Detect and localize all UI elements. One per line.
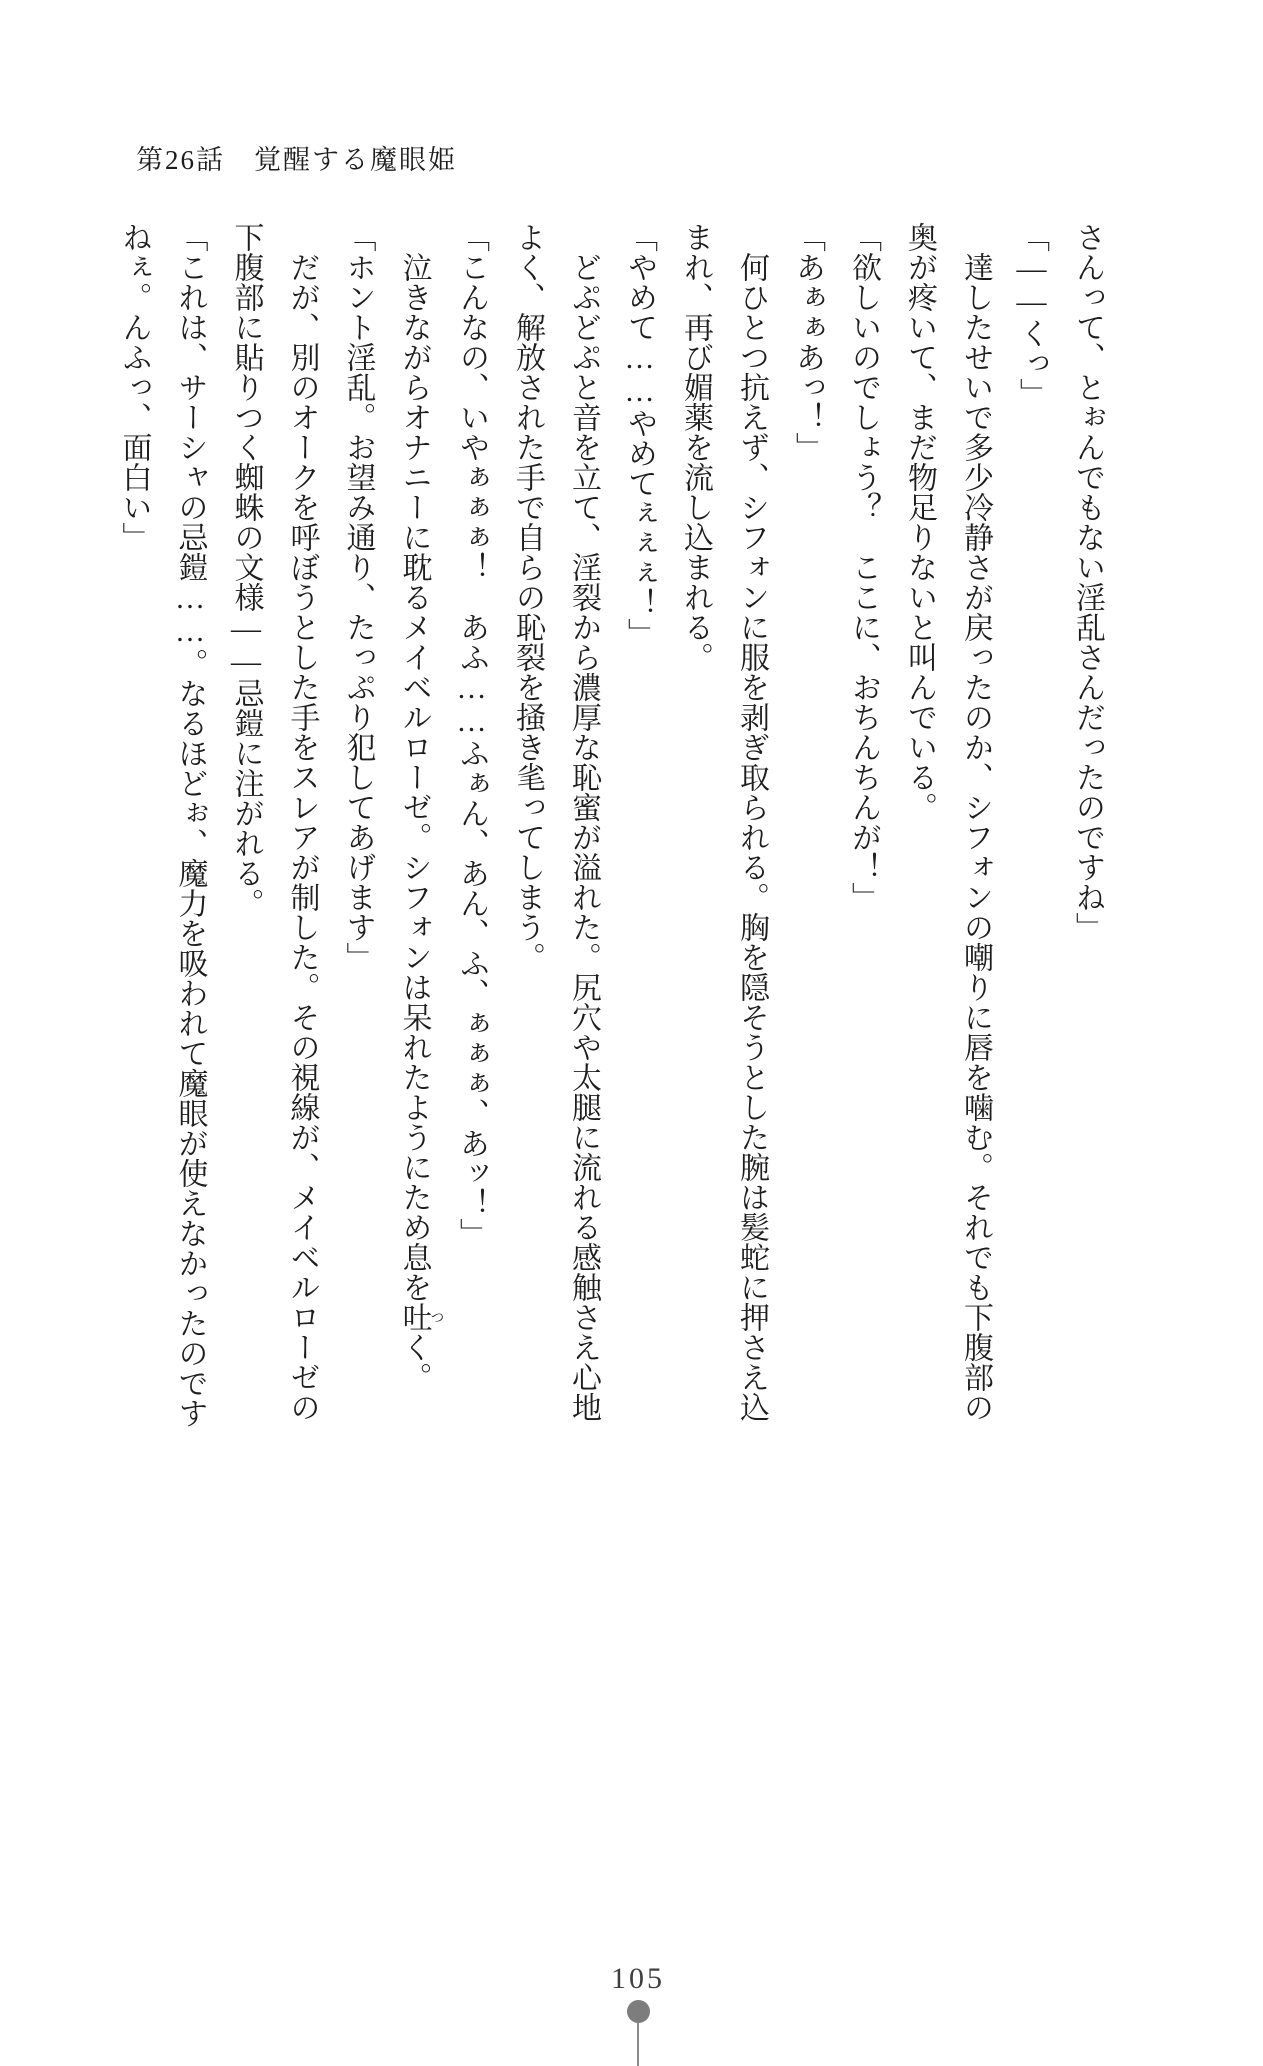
text-line: 「欲しいのでしょう？ ここに、おちんちんが！」 (847, 222, 880, 912)
page-number: 105 (611, 1962, 665, 1995)
text-line: 「ホント淫乱。お望み通り、たっぷり犯してあげます」 (341, 222, 375, 972)
chapter-header: 第26話 覚醒する魔眼姫 (136, 145, 457, 175)
text-line: さんって、とぉんでもない淫乱さんだったのですね」 (1071, 222, 1104, 942)
text-line: 「やめて……やめてぇぇぇ！」 (623, 222, 656, 648)
text-line: 下腹部に貼りつく蜘蛛の文様――忌鎧に注がれる。 (229, 222, 263, 918)
text-line: 奥が疼いて、まだ物足りないと叫んでいる。 (903, 222, 936, 822)
text-line: よく、解放された手で自らの恥裂を掻き毟ってしまう。 (511, 222, 544, 972)
text-line: 何ひとつ抗えず、シフォンに服を剥ぎ取られる。胸を隠そうとした腕は髪蛇に押さえ込 (735, 252, 768, 1422)
text-line: 「あぁぁあっ！」 (791, 222, 824, 462)
text-line: 「これは、サーシャの忌鎧……。なるほどぉ、魔力を吸われて魔眼が使えなかったのです (173, 222, 207, 1428)
text-line: どぷどぷと音を立て、淫裂から濃厚な恥蜜が溢れた。尻穴や太腿に流れる感触さえ心地 (567, 252, 600, 1422)
text-line: 「こんなの、いやぁぁぁ！ あふ……ふぁん、あん、ふ、ぁぁぁ、あッ！」 (455, 222, 488, 1248)
text-line: 泣きながらオナニーに耽るメイベルローゼ。シフォンは呆れたようにため息を吐つく。 (397, 252, 444, 1392)
text-line: 「――くっ」 (1015, 222, 1048, 408)
text-line: 達したせいで多少冷静さが戻ったのか、シフォンの嘲りに唇を噛む。それでも下腹部の (959, 252, 992, 1422)
text-lines (106, 222, 1116, 1492)
text-line: まれ、再び媚薬を流し込まれる。 (679, 222, 712, 672)
ornament-dot-icon (627, 2000, 650, 2023)
text-line: ねぇ。んふっ、面白い」 (117, 222, 151, 552)
text-line: だが、別のオークを呼ぼうとした手をスレアが制した。その視線が、メイベルローゼの (285, 252, 319, 1422)
